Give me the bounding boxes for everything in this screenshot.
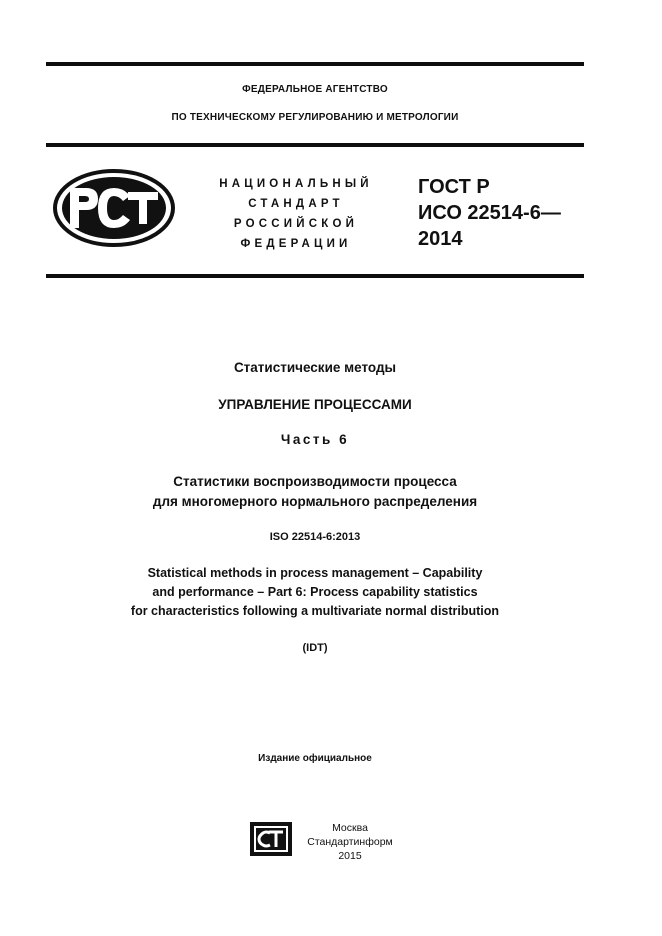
designation-line-1: ГОСТ Р [418,176,490,198]
publisher-year: 2015 [338,850,362,862]
designation-line-2: ИСО 22514-6— [418,202,561,224]
publisher-city: Москва [332,822,368,834]
title-line-2: для многомерного нормального распределения [152,494,478,509]
english-title-line-3: for characteristics following a multivariate normal distribution [130,604,500,618]
iso-reference: ISO 22514-6:2013 [269,531,361,543]
publisher-block [300,821,400,863]
national-standard-line-3: РОССИЙСКОЙ [233,218,359,230]
english-title-line-2: and performance – Part 6: Process capability statistics [152,585,478,599]
rst-logo-icon [52,168,176,253]
edition-label: Издание официальное [258,753,372,764]
standard-designation [418,174,561,252]
national-standard-label [196,174,396,254]
title-line-1: Статистики воспроизводимости процесса [173,474,457,489]
subject-title: УПРАВЛЕНИЕ ПРОЦЕССАМИ [218,397,412,412]
standartinform-logo-icon [250,822,292,861]
national-standard-line-1: НАЦИОНАЛЬНЫЙ [219,178,373,190]
english-title-line-1: Statistical methods in process management – Capability [147,566,483,580]
national-standard-line-2: СТАНДАРТ [248,198,344,210]
idt-label: (IDT) [302,642,328,654]
agency-line-1: ФЕДЕРАЛЬНОЕ АГЕНТСТВО [242,84,388,95]
agency-line-2: ПО ТЕХНИЧЕСКОМУ РЕГУЛИРОВАНИЮ И МЕТРОЛОГИИ [171,112,459,123]
designation-line-3: 2014 [418,228,463,250]
part-number: Часть 6 [280,432,350,447]
title-block-rule [46,274,584,278]
publisher-name: Стандартинформ [307,836,393,848]
header-rule [46,143,584,147]
top-rule [46,62,584,66]
series-title: Статистические методы [233,360,397,375]
national-standard-line-4: ФЕДЕРАЦИИ [240,238,352,250]
